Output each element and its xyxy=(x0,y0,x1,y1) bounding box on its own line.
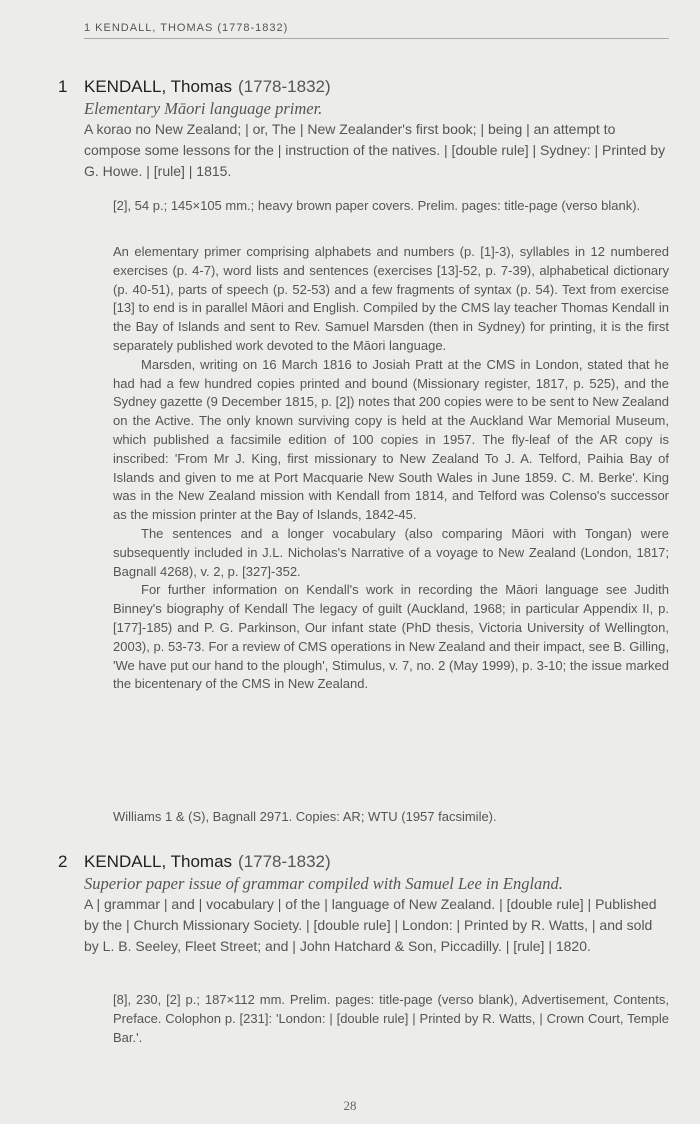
entry-number: 1 xyxy=(58,77,68,96)
entry-header xyxy=(84,851,669,957)
title-transcription: A korao no New Zealand; | or, The | New Zealander's first book; | being | an attempt to compose some lessons for the | instruction of the natives. | [double rule] | Sydney: | Printed by G. Howe. | [rule] | 1815. xyxy=(84,121,666,179)
note-paragraph: For further information on Kendall's work in recording the Māori language see Judith Binney's biography of Kendall The legacy of guilt (Auckland, 1968; in particular Appendix II, p. [177]-185) and P. G. Parkinson, Our infant state (PhD thesis, Victoria University of Wellington, 2003), p. 53-73. For a review of CMS operations in New Zealand and their impact, see B. Gilling, 'We have put our hand to the plough', Stimulus, v. 7, no. 2 (May 1999), p. 3-10; the issue marked the bicentenary of the CMS in New Zealand. xyxy=(113,582,669,692)
collation: [2], 54 p.; 145×105 mm.; heavy brown paper covers. Prelim. pages: title-page (verso blank). xyxy=(113,198,641,213)
entry-number: 2 xyxy=(58,852,68,871)
note-paragraph: Marsden, writing on 16 March 1816 to Josiah Pratt at the CMS in London, stated that he had had a few hundred copies printed and bound (Missionary register, 1817, p. 525), and the Sydney gazette (9 December 1815, p. [2]) notes that 200 copies were to be sent to New Zealand on the Active. The only known surviving copy is held at the Auckland War Memorial Museum, which published a facsimile edition of 100 copies in 1957. The fly-leaf of the AR copy is inscribed: 'From Mr J. King, first missionary to New Zealand To J. A. Telford, Paihia Bay of Islands and given to me at Port Macquarie New South Wales in June 1859. C. M. Berke'. King was in the New Zealand mission with Kendall from 1814, and Telford was Colenso's successor as the mission printer at the Bay of Islands, 1842-45. xyxy=(113,356,669,523)
entry-heading xyxy=(84,851,669,873)
author-name: KENDALL, Thomas xyxy=(84,852,233,871)
note-paragraph: The sentences and a longer vocabulary (also comparing Māori with Tongan) were subsequently included in J.L. Nicholas's Narrative of a voyage to New Zealand (London, 1817; Bagnall 4268), v. 2, p. [327]-352. xyxy=(113,525,669,579)
supplied-title: Elementary Māori language primer. xyxy=(84,99,323,118)
collation: [8], 230, [2] p.; 187×112 mm. Prelim. pages: title-page (verso blank), Advertisement, Contents, Preface. Colophon p. [231]: 'London: | [double rule] | Printed by R. Watts, | Crown Court, Temple Bar.'. xyxy=(113,992,669,1045)
entry-heading xyxy=(84,76,669,98)
entry-notes xyxy=(113,243,669,694)
references: Williams 1 & (S), Bagnall 2971. Copies: AR; WTU (1957 facsimile). xyxy=(113,809,497,824)
running-head: 1 KENDALL, THOMAS (1778-1832) xyxy=(84,22,669,39)
note-paragraph: An elementary primer comprising alphabets and numbers (p. [1]-3), syllables in 12 numbered exercises (p. 4-7), word lists and sentences (exercises [13]-52, p. 7-39), alphabetical dictionary (p. 40-51), parts of speech (p. 52-53) and a few fragments of syntax (p. 54). Text from exercise [13] to end is in parallel Māori and English. Compiled by the CMS lay teacher Thomas Kendall in the Bay of Islands and sent to Rev. Samuel Marsden (then in Sydney) for printing, it is the first separately published work devoted to the Māori language. xyxy=(113,244,669,353)
entry-header xyxy=(84,76,669,182)
page-number: 28 xyxy=(343,1098,357,1113)
author-dates: (1778-1832) xyxy=(238,77,331,96)
supplied-title: Superior paper issue of grammar compiled with Samuel Lee in England. xyxy=(84,874,563,893)
author-dates: (1778-1832) xyxy=(238,852,331,871)
title-transcription: A | grammar | and | vocabulary | of the | language of New Zealand. | [double rule] | Published by the | Church Missionary Society. | [double rule] | London: | Printed by R. Watts, | and sold by L. B. Seeley, Fleet Street; and | John Hatchard & Son, Piccadilly. | [rule] | 1820. xyxy=(84,896,657,954)
author-name: KENDALL, Thomas xyxy=(84,77,233,96)
